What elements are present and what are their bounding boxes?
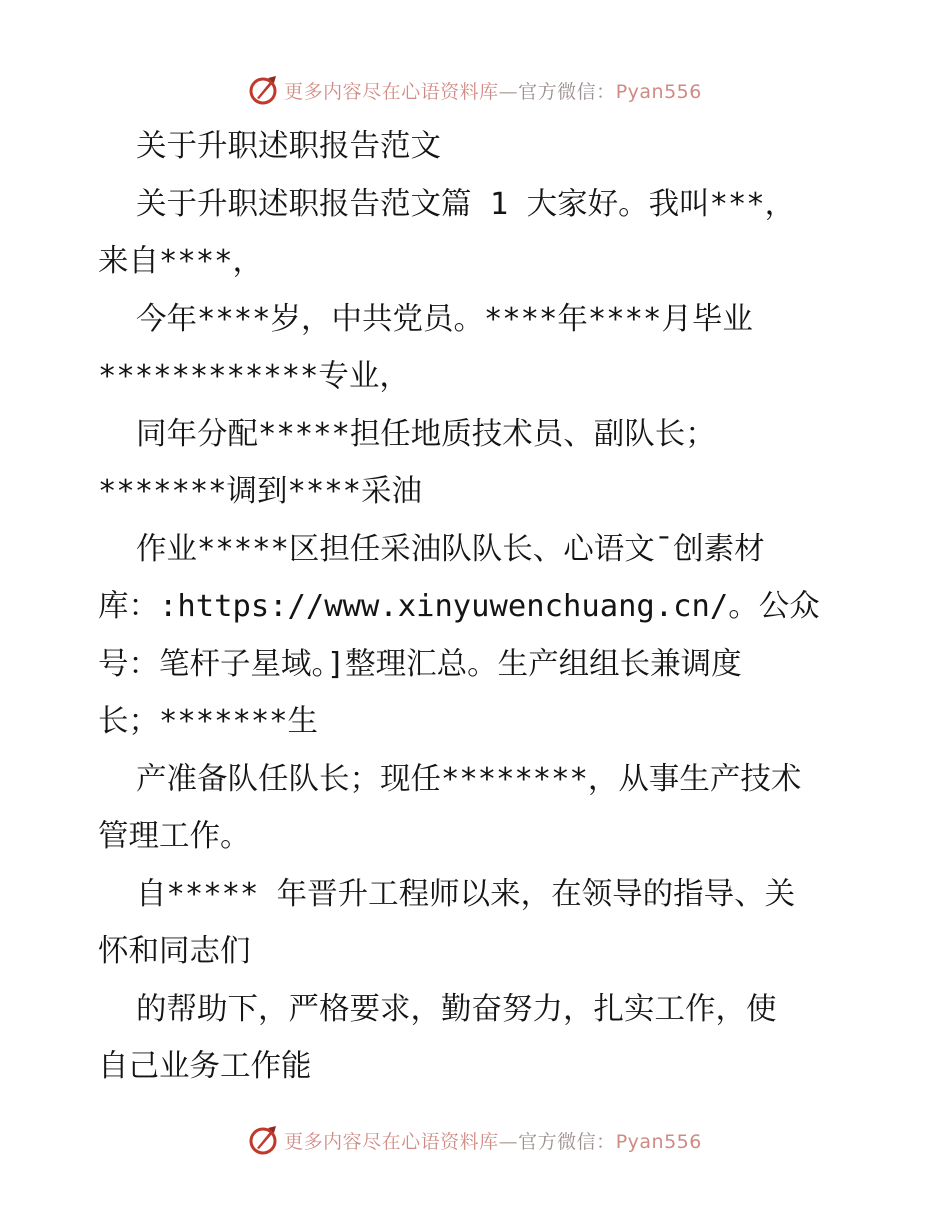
- paragraph-line: 管理工作。: [98, 819, 251, 854]
- paragraph-line: 的帮助下，严格要求，勤奋努力，扎实工作，使: [136, 991, 777, 1027]
- footer-watermark: [0, 1120, 950, 1160]
- paragraph-line: 长；*******生: [98, 704, 319, 739]
- header-watermark: [0, 70, 950, 110]
- quill-pen-logo-icon: [248, 1124, 280, 1156]
- header-separator: —: [498, 80, 519, 103]
- paragraph-line: 今年****岁，中共党员。****年****月毕业: [136, 301, 753, 337]
- header-wechat-id: Pyan556: [615, 80, 702, 103]
- paragraph-line: 库：:https://www.xinyuwenchuang.cn/。公众: [98, 589, 820, 624]
- paragraph-line: 来自****，: [98, 244, 263, 279]
- paragraph-line: 自己业务工作能: [98, 1049, 312, 1084]
- paragraph-line: 怀和同志们: [98, 934, 251, 969]
- paragraph-line: 号：笔杆子星域。]整理汇总。生产组组长兼调度: [98, 646, 742, 682]
- quill-pen-logo-icon: [248, 74, 280, 106]
- footer-separator: —: [498, 1130, 519, 1153]
- header-wechat-label: 官方微信：: [518, 80, 616, 103]
- header-brand-text: 更多内容尽在心语资料库: [284, 80, 499, 103]
- paragraph-line: 作业*****区担任采油队队长、心语文¯创素材: [136, 531, 765, 567]
- document-body: [98, 118, 858, 1096]
- paragraph-line: *******调到****采油: [98, 474, 422, 509]
- footer-wechat-id: Pyan556: [615, 1130, 702, 1153]
- paragraph-line: 关于升职述职报告范文篇 1 大家好。我叫***，: [136, 186, 796, 222]
- footer-brand-text: 更多内容尽在心语资料库: [284, 1130, 499, 1153]
- paragraph-line: ************专业，: [98, 359, 410, 394]
- paragraph-line: 自***** 年晋升工程师以来，在领导的指导、关: [136, 876, 796, 912]
- paragraph-line: 产准备队任队长；现任********，从事生产技术: [136, 761, 802, 797]
- document-title: 关于升职述职报告范文: [136, 129, 441, 164]
- footer-wechat-label: 官方微信：: [518, 1130, 616, 1153]
- paragraph-line: 同年分配*****担任地质技术员、副队长；: [136, 416, 716, 452]
